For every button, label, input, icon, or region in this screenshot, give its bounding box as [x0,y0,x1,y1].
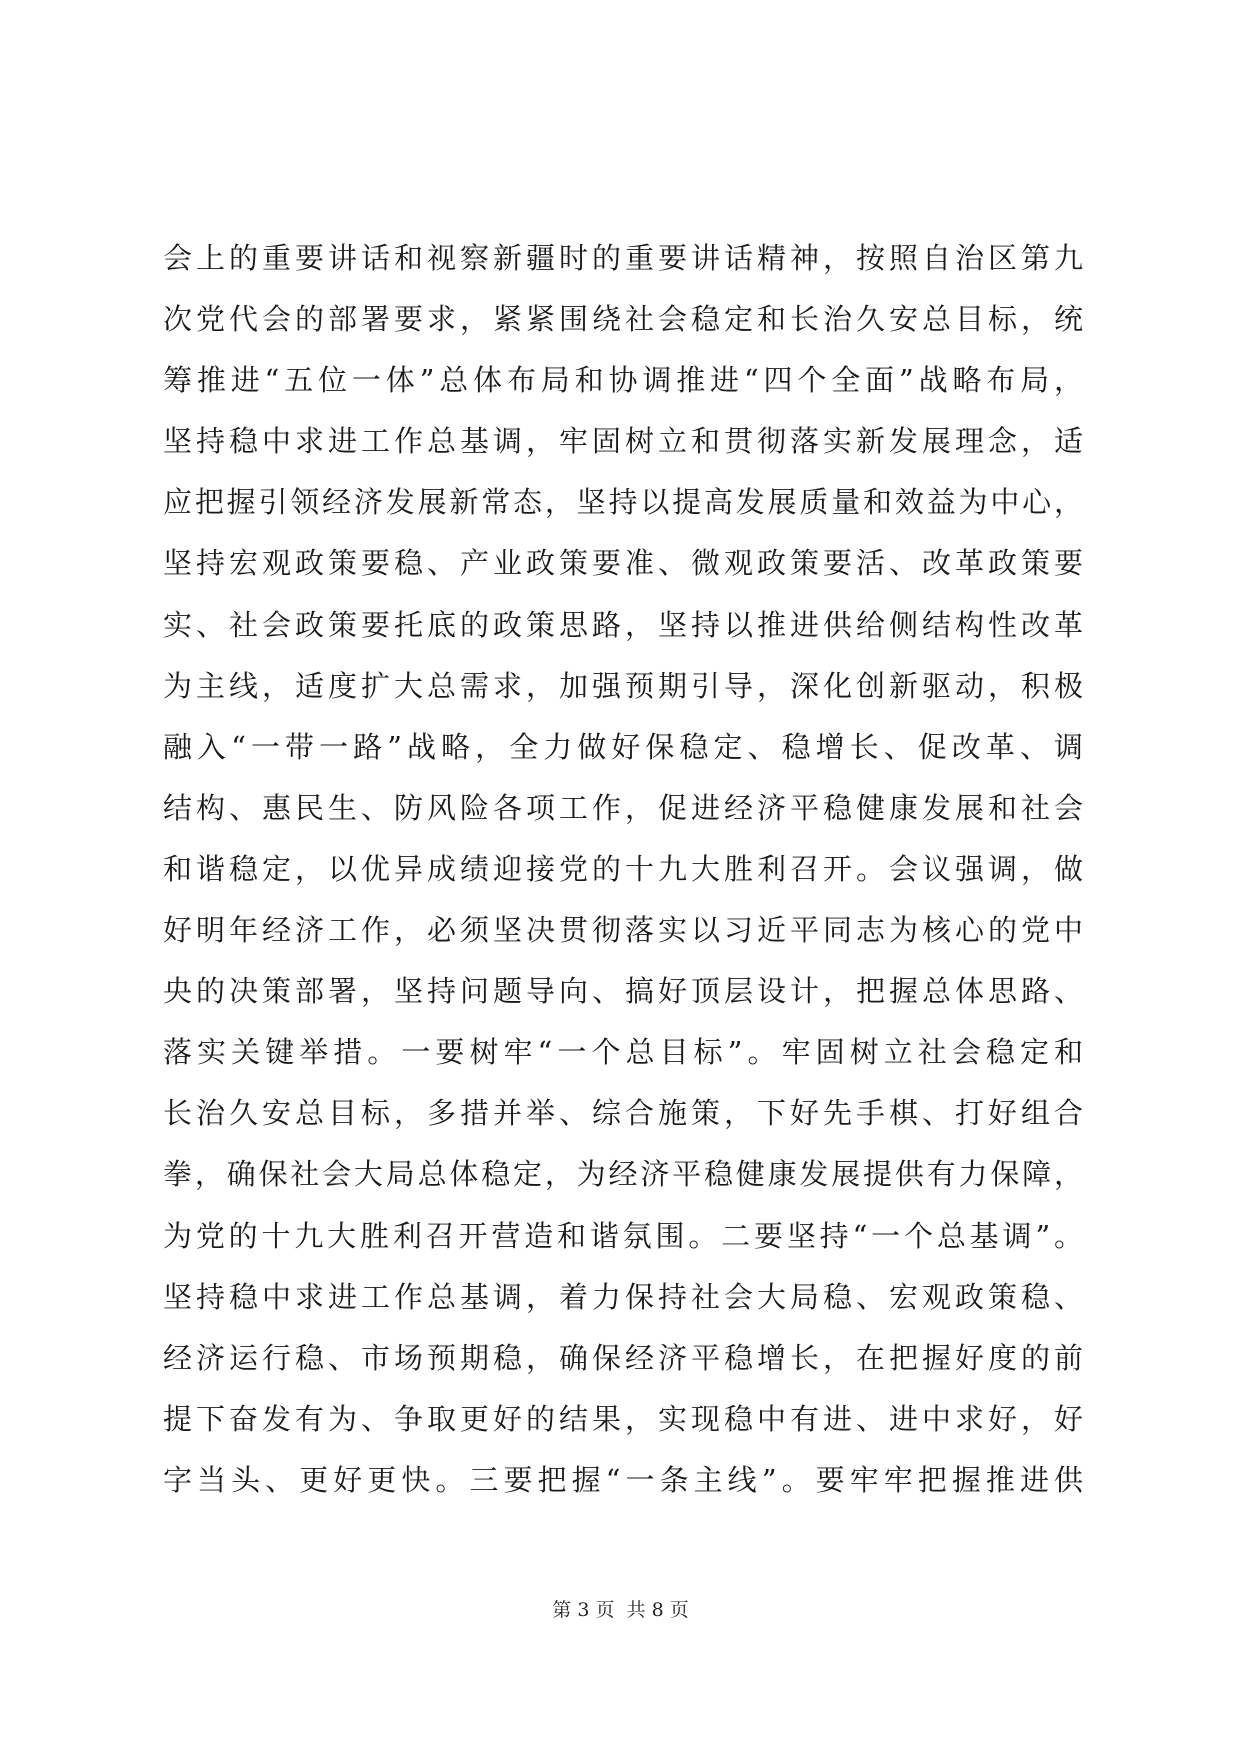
text-line: 拳，确保社会大局总体稳定，为经济平稳健康发展提供有力保障， [163,1157,1083,1192]
text-line: 结构、惠民生、防风险各项工作，促进经济平稳健康发展和社会 [163,790,1083,825]
text-line: 为主线，适度扩大总需求，加强预期引导，深化创新驱动，积极 [163,668,1083,703]
text-line: 落实关键举措。一要树牢“一个总目标”。牢固树立社会稳定和 [163,1035,1083,1070]
text-line: 央的决策部署，坚持问题导向、搞好顶层设计，把握总体思路、 [163,974,1083,1009]
text-line: 为党的十九大胜利召开营造和谐氛围。二要坚持“一个总基调”。 [163,1218,1083,1253]
text-line: 长治久安总目标，多措并举、综合施策，下好先手棋、打好组合 [163,1096,1083,1131]
text-line: 实、社会政策要托底的政策思路，坚持以推进供给侧结构性改革 [163,607,1083,642]
body-text [163,228,1083,1511]
text-line: 提下奋发有为、争取更好的结果，实现稳中有进、进中求好，好 [163,1401,1083,1436]
text-line: 字当头、更好更快。三要把握“一条主线”。要牢牢把握推进供 [163,1462,1083,1497]
text-line: 坚持稳中求进工作总基调，牢固树立和贯彻落实新发展理念，适 [163,424,1083,459]
page-number-footer: 第 3 页 共 8 页 [552,1599,689,1621]
text-line: 会上的重要讲话和视察新疆时的重要讲话精神，按照自治区第九 [163,241,1083,275]
text-line: 好明年经济工作，必须坚决贯彻落实以习近平同志为核心的党中 [163,913,1083,948]
text-line: 经济运行稳、市场预期稳，确保经济平稳增长，在把握好度的前 [163,1340,1083,1375]
text-line: 坚持稳中求进工作总基调，着力保持社会大局稳、宏观政策稳、 [163,1279,1083,1314]
text-line: 坚持宏观政策要稳、产业政策要准、微观政策要活、改革政策要 [163,546,1083,581]
text-line: 筹推进“五位一体”总体布局和协调推进“四个全面”战略布局， [163,363,1083,398]
text-line: 应把握引领经济发展新常态，坚持以提高发展质量和效益为中心， [163,485,1083,520]
text-line: 次党代会的部署要求，紧紧围绕社会稳定和长治久安总目标，统 [163,302,1083,337]
text-line: 融入“一带一路”战略，全力做好保稳定、稳增长、促改革、调 [163,729,1083,764]
text-line: 和谐稳定，以优异成绩迎接党的十九大胜利召开。会议强调，做 [163,851,1083,886]
